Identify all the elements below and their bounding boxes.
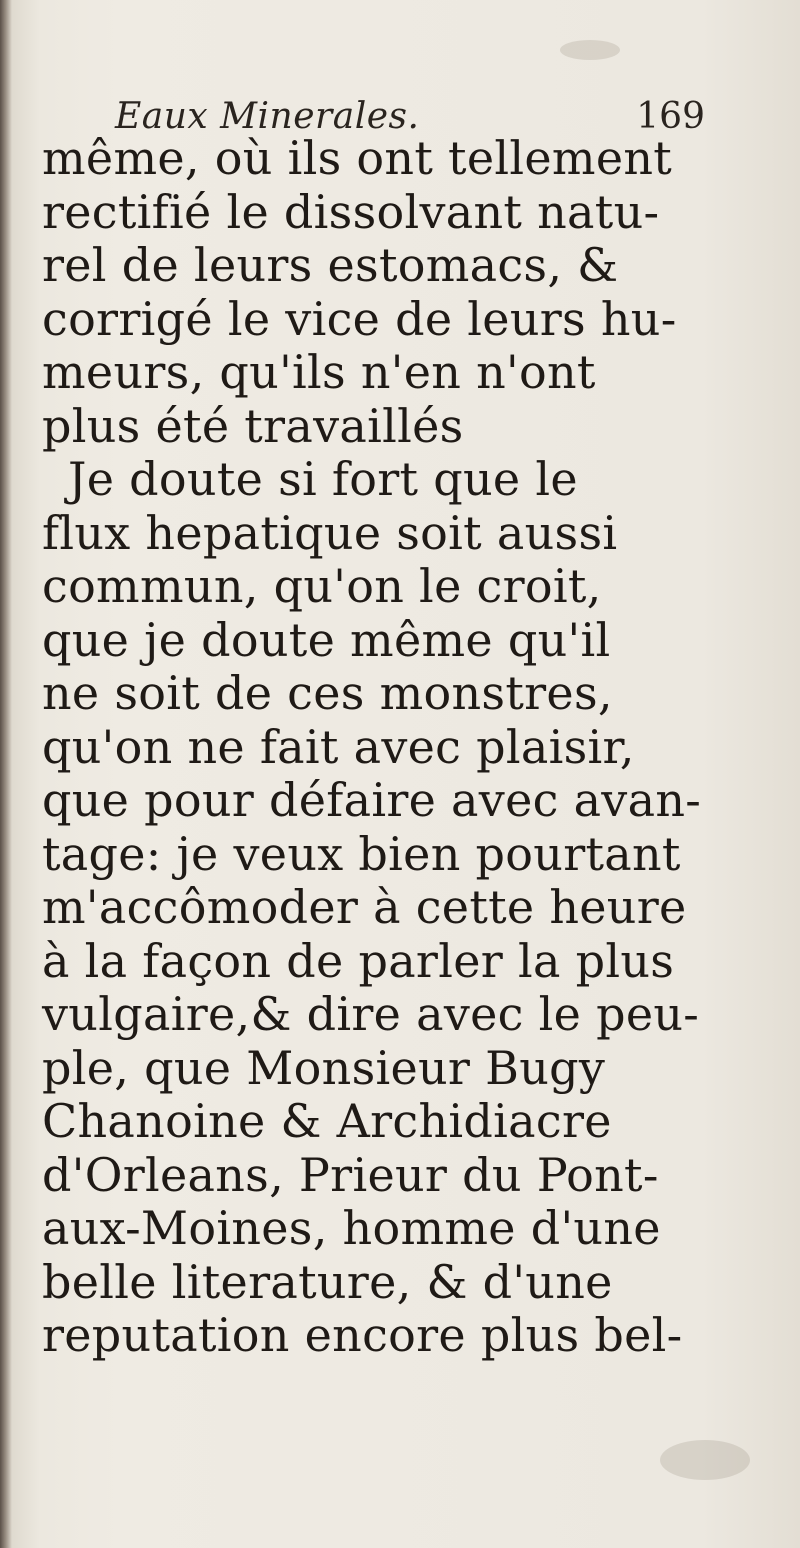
text-line: Chanoine & Archidiacre [42,1094,612,1148]
running-title: Eaux Minerales. [115,96,420,137]
text-line: vulgaire,& dire avec le peu- [42,987,700,1041]
text-line: rel de leurs estomacs, & [42,238,619,292]
text-line: qu'on ne fait avec plaisir, [42,719,635,774]
text-line: à la façon de parler la plus [42,933,675,988]
text-line: plus été travaillés [42,398,464,453]
text-line: rectifié le dissolvant natu- [42,184,660,239]
text-line: flux hepatique soit aussi [42,505,618,560]
text-line: belle literature, & d'une [42,1254,613,1309]
paper-stain [660,1440,750,1480]
body-text [42,132,762,1363]
text-line: aux-Moines, homme d'une [42,1201,661,1255]
text-line: que je doute même qu'il [42,612,611,667]
text-line: tage: je veux bien pourtant [42,826,681,881]
page-gutter-shadow [0,0,12,1548]
text-line: que pour défaire avec avan- [42,773,702,827]
text-line: corrigé le vice de leurs hu- [42,291,677,346]
paper-stain [560,40,620,60]
text-line: même, où ils ont tellement [42,131,673,185]
page-number: 169 [636,96,705,137]
text-line: commun, qu'on le croit, [42,559,602,613]
text-line: ple, que Monsieur Bugy [42,1040,606,1095]
paragraph-start-line: Je doute si fort que le [68,452,578,506]
text-line: m'accômoder à cette heure [42,880,687,934]
text-line: reputation encore plus bel- [42,1308,683,1362]
text-line: meurs, qu'ils n'en n'ont [42,345,596,399]
text-line: d'Orleans, Prieur du Pont- [42,1147,659,1202]
text-line: ne soit de ces monstres, [42,666,613,720]
